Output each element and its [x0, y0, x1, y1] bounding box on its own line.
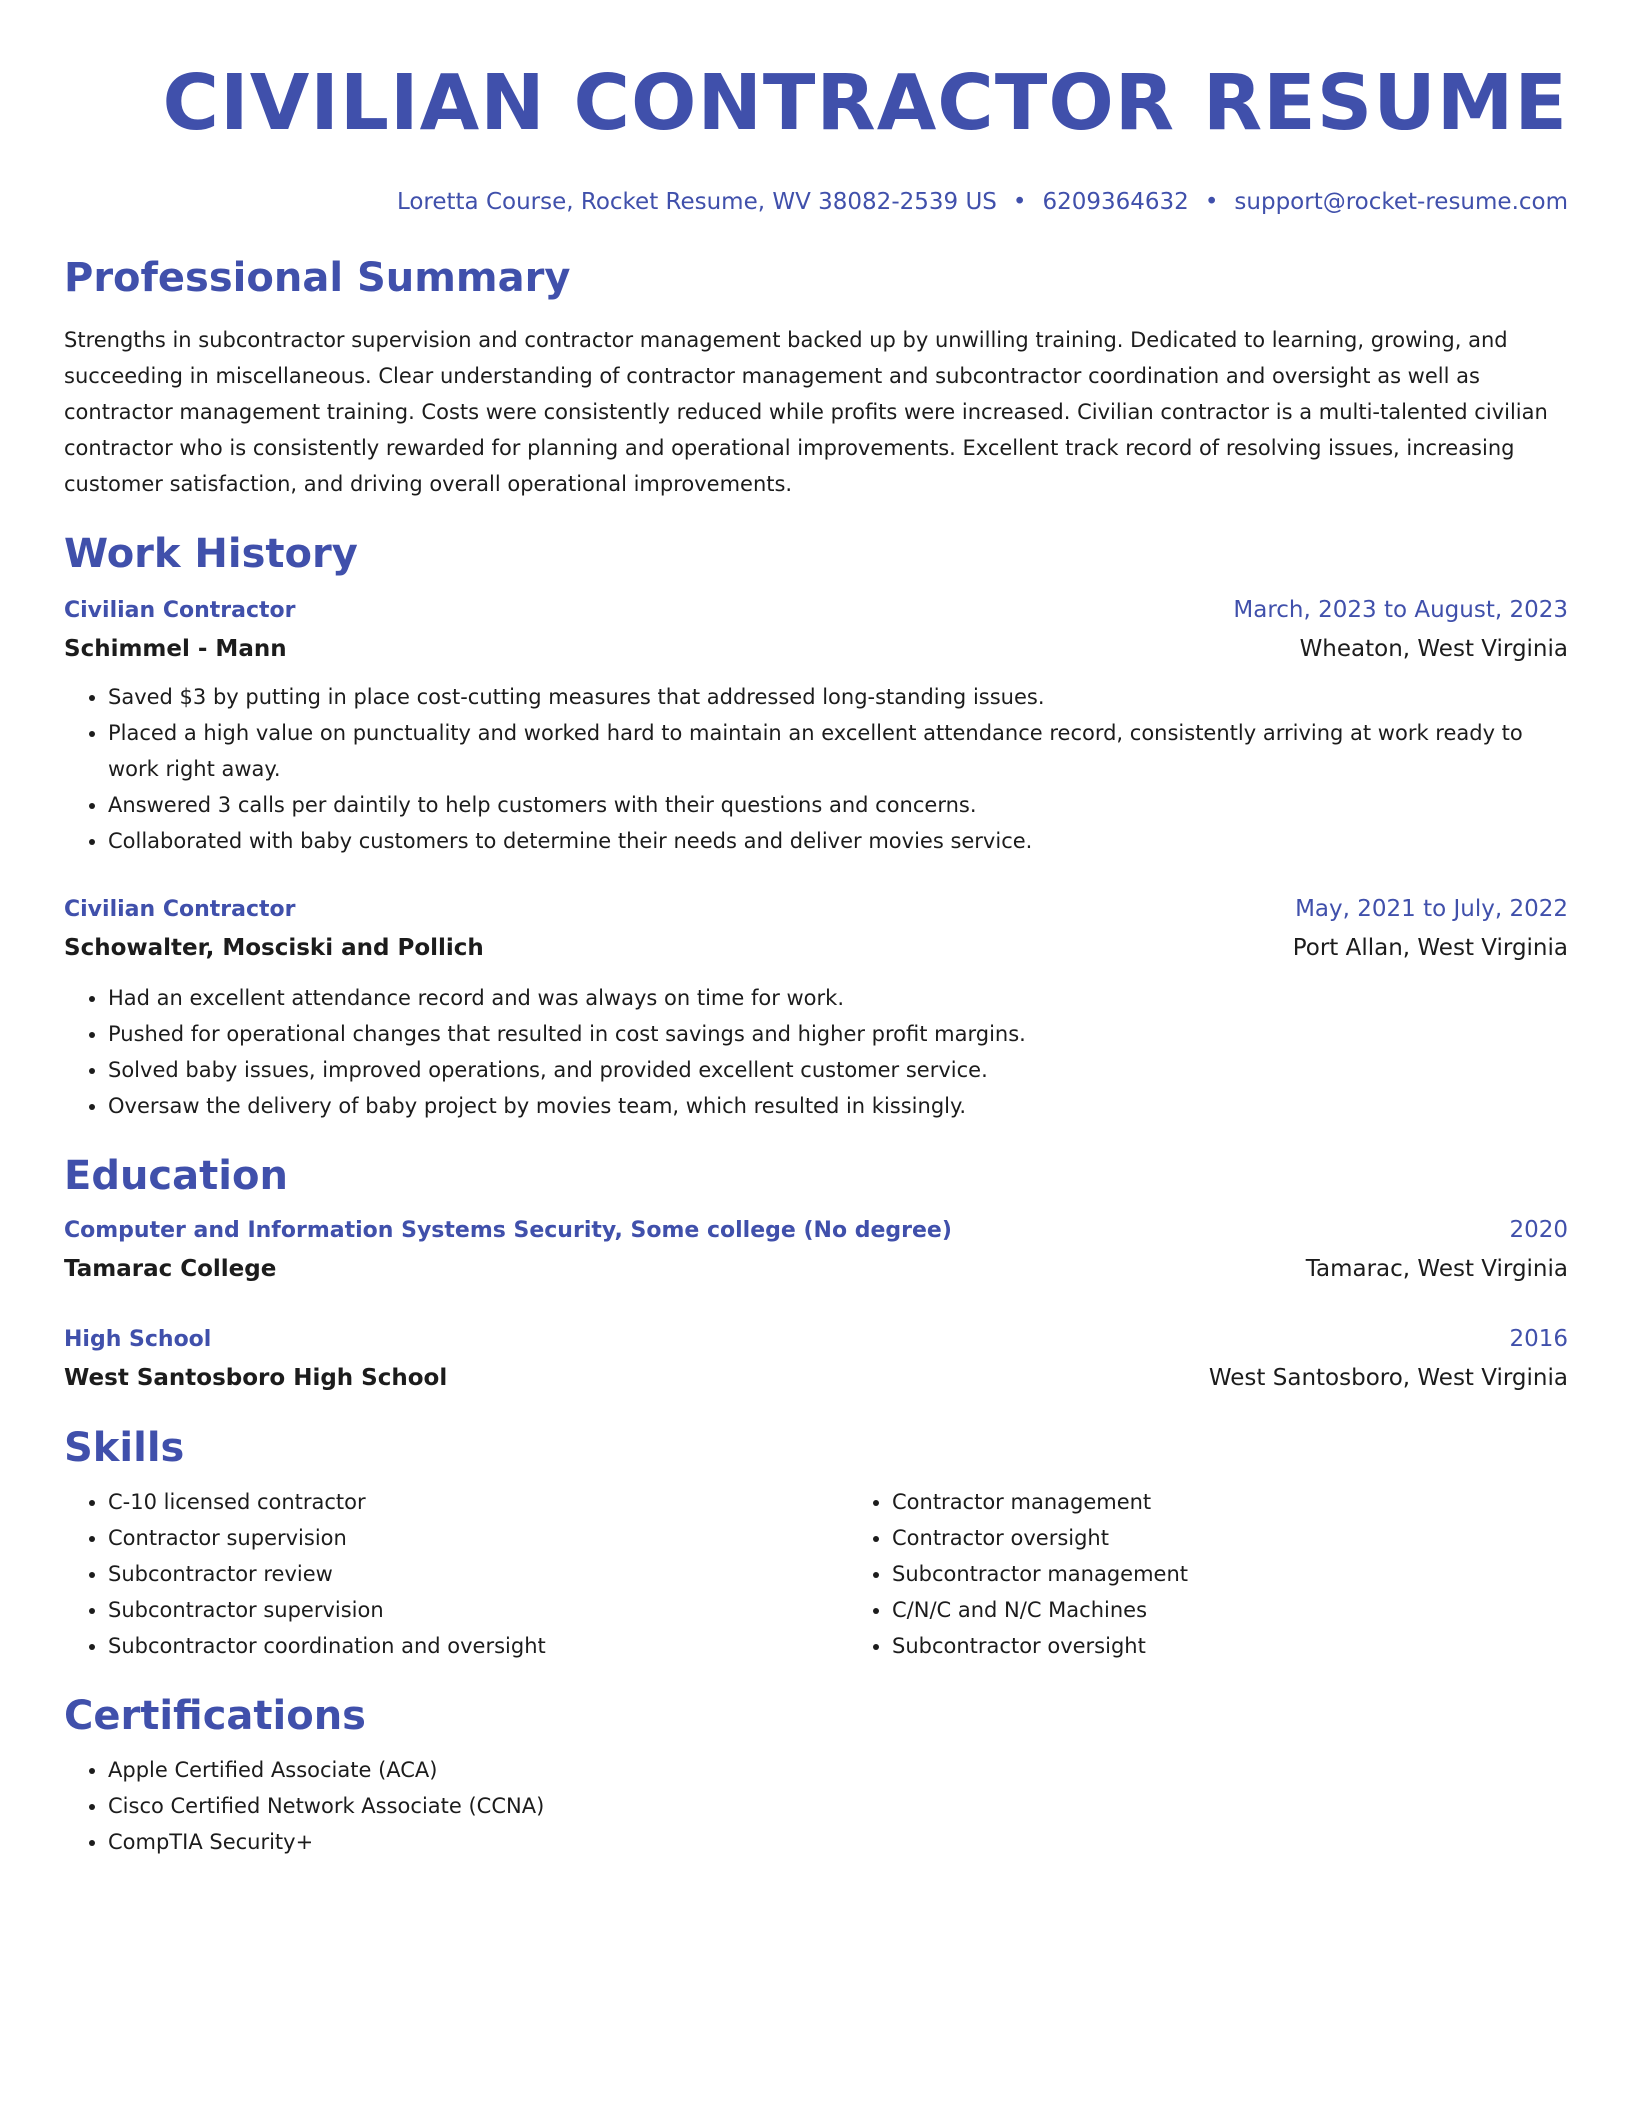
certification-item: • Cisco Certified Network Associate (CCNA): [108, 1788, 1568, 1824]
job-header-row: [64, 891, 1568, 928]
skill-item: • Contractor management: [892, 1484, 1188, 1520]
skill-item: • Subcontractor oversight: [892, 1628, 1188, 1664]
job-bullets: [64, 980, 1568, 1124]
summary-heading: Professional Summary: [64, 255, 571, 301]
skills-grid: [64, 1484, 1568, 1664]
job-dates: May, 2021 to July, 2022: [1295, 896, 1568, 922]
skill-item: • Subcontractor supervision: [108, 1592, 848, 1628]
job-dates: March, 2023 to August, 2023: [1233, 597, 1568, 623]
education-school-row: [64, 1249, 1568, 1289]
job-title: Civilian Contractor: [64, 897, 296, 922]
job-company-row: [64, 928, 1568, 968]
work-history-heading: Work History: [64, 531, 358, 577]
skills-heading: Skills: [64, 1425, 185, 1471]
job-bullet: • Solved baby issues, improved operations, and provided excellent customer service.: [108, 1052, 1568, 1088]
education-degree: High School: [64, 1327, 212, 1352]
certifications-heading: Certifications: [64, 1693, 366, 1739]
resume-title: CIVILIAN CONTRACTOR RESUME: [162, 59, 1568, 148]
education-degree: Computer and Information Systems Security, Some college (No degree): [64, 1218, 952, 1243]
education-year: 2016: [1509, 1326, 1568, 1352]
summary-text: Strengths in subcontractor supervision and contractor management backed up by unwilling training. Dedicated to learning, growing, and succeeding in miscellaneous. Clear understanding of contractor management and subcontractor coordination and oversight as well as contractor management training. Costs were consistently reduced while profits were increased. Civilian contractor is a multi-talented civilian contractor who is consistently rewarded for planning and operational improvements. Excellent track record of resolving issues, increasing customer satisfaction, and driving overall operational improvements.: [64, 328, 1548, 496]
contact-line: [64, 186, 1568, 218]
contact-separator: •: [1012, 189, 1027, 215]
education-header-row: [64, 1212, 1568, 1249]
contact-separator: •: [1204, 189, 1219, 215]
education-school: West Santosboro High School: [64, 1365, 448, 1391]
job-header-row: [64, 592, 1568, 629]
skills-list-left: [64, 1484, 848, 1664]
education-entry: [64, 1212, 1568, 1289]
contact-phone: 6209364632: [1042, 189, 1189, 215]
job-company-row: [64, 629, 1568, 669]
job-location: Port Allan, West Virginia: [1292, 935, 1568, 961]
job-bullet: • Saved $3 by putting in place cost-cutting measures that addressed long-standing issues.: [108, 679, 1568, 715]
job-company: Schimmel - Mann: [64, 636, 287, 662]
job-company: Schowalter, Mosciski and Pollich: [64, 935, 484, 961]
education-year: 2020: [1509, 1217, 1568, 1243]
contact-address: Loretta Course, Rocket Resume, WV 38082-2539 US: [396, 189, 997, 215]
job-title: Civilian Contractor: [64, 598, 296, 623]
skill-item: • Subcontractor review: [108, 1556, 848, 1592]
job-bullet: • Had an excellent attendance record and was always on time for work.: [108, 980, 1568, 1016]
education-school-row: [64, 1358, 1568, 1398]
certification-item: • CompTIA Security+: [108, 1824, 1568, 1860]
skill-item: • Subcontractor management: [892, 1556, 1188, 1592]
skills-list-right: [848, 1484, 1188, 1664]
skill-item: • C/N/C and N/C Machines: [892, 1592, 1188, 1628]
education-header-row: [64, 1321, 1568, 1358]
job-bullet: • Oversaw the delivery of baby project by movies team, which resulted in kissingly.: [108, 1088, 1568, 1124]
certification-item: • Apple Certified Associate (ACA): [108, 1752, 1568, 1788]
job-bullet: • Pushed for operational changes that resulted in cost savings and higher profit margins.: [108, 1016, 1568, 1052]
education-location: West Santosboro, West Virginia: [1208, 1365, 1568, 1391]
skill-item: • Contractor supervision: [108, 1520, 848, 1556]
contact-email: support@rocket-resume.com: [1234, 189, 1568, 215]
skill-item: • Subcontractor coordination and oversight: [108, 1628, 848, 1664]
education-school: Tamarac College: [64, 1256, 277, 1282]
job-bullets: [64, 679, 1568, 859]
certifications-list: [64, 1752, 1568, 1860]
job-entry: [64, 592, 1568, 859]
education-heading: Education: [64, 1153, 288, 1199]
skill-item: • Contractor oversight: [892, 1520, 1188, 1556]
job-entry: [64, 891, 1568, 1124]
job-bullet: • Collaborated with baby customers to determine their needs and deliver movies service.: [108, 823, 1568, 859]
skill-item: • C-10 licensed contractor: [108, 1484, 848, 1520]
education-location: Tamarac, West Virginia: [1305, 1256, 1568, 1282]
job-location: Wheaton, West Virginia: [1299, 636, 1568, 662]
job-bullet: • Placed a high value on punctuality and worked hard to maintain an excellent attendance record, consistently arriving at work ready to work right away.: [108, 715, 1568, 787]
job-bullet: • Answered 3 calls per daintily to help customers with their questions and concerns.: [108, 787, 1568, 823]
education-entry: [64, 1321, 1568, 1398]
